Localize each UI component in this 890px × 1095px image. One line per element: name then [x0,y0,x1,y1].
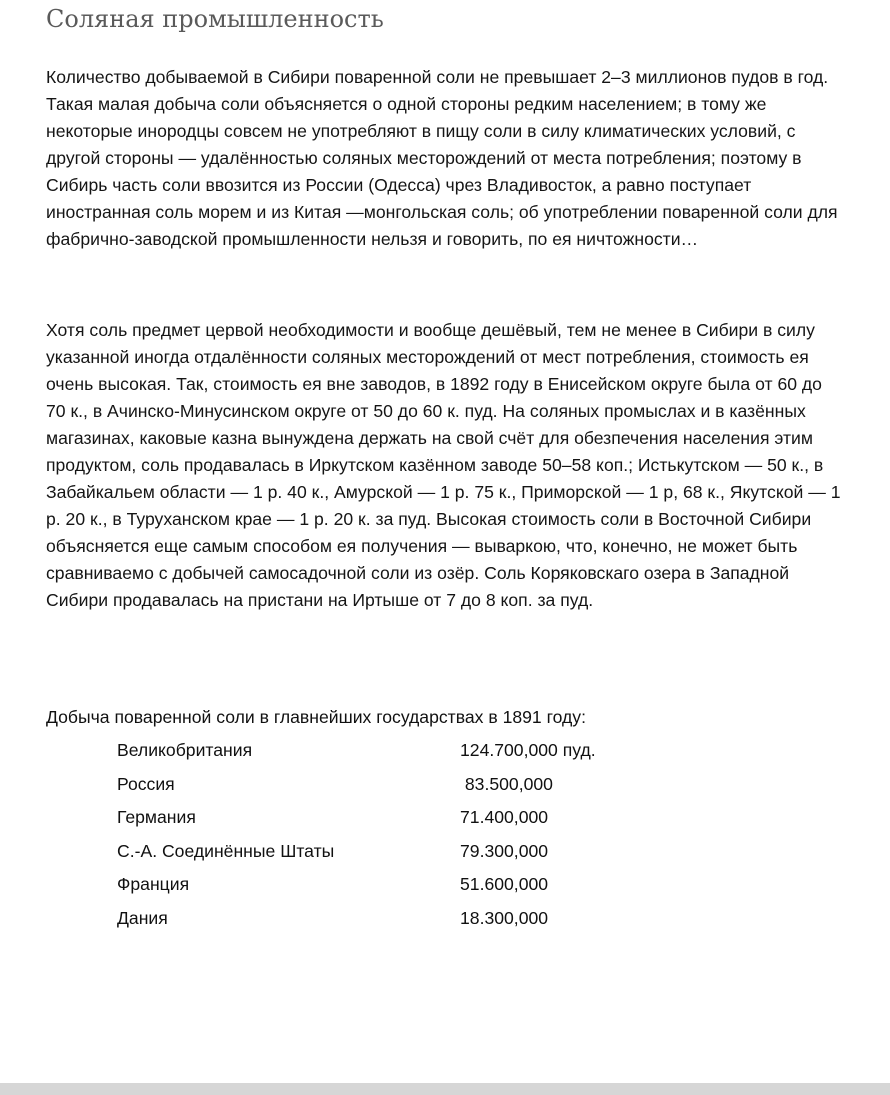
production-amount: 124.700,000 пуд. [460,740,596,760]
table-row [117,871,677,905]
country-name: Россия [117,773,175,794]
production-table-caption: Добыча поваренной соли в главнейших государствах в 1891 году: [46,707,586,727]
table-row [117,804,677,838]
country-name: Дания [117,907,168,928]
production-amount: 83.500,000 [460,773,553,794]
table-row [117,737,677,771]
page-title: Соляная промышленность [46,5,384,33]
production-table [117,737,677,938]
production-amount: 18.300,000 [460,907,549,928]
production-amount: 79.300,000 [460,840,549,861]
table-row [117,771,677,805]
page-bottom-bar [0,1083,890,1095]
paragraph-salt-prices: Хотя соль предмет цервой необходимости и вообще дешёвый, тем не менее в Сибири в силу указанной иногда отдалённости соляных месторождений от мест потребления, стоимость ея очень высокая. Так, стоимость ея вне заводов, в 1892 году в Енисейском округе была от 60 до 70 к., в Ачинско-Минусинском округе от 50 до 60 к. пуд. На соляных промыслах и в казённых магазинах, каковые казна вынуждена держать на свой счёт для обезпечения населения этим продуктом, соль продавалась в Иркутском казённом заводе 50–58 коп.; Истькутском — 50 к., в Забайкальем области — 1 р. 40 к., Амурской — 1 р. 75 к., Приморской — 1 р, 68 к., Якутской — 1 р. 20 к., в Туруханском крае — 1 р. 20 к. за пуд. Высокая стоимость соли в Восточной Сибири объясняется еще самым способом ея получения — вываркою, что, конечно, не может быть сравниваемо с добычей самосадочной соли из озёр. Соль Коряковскаго озера в Западной Сибири продавалась на пристани на Иртыше от 7 до 8 коп. за пуд. [46,320,841,610]
table-row [117,905,677,939]
country-name: Великобритания [117,740,253,760]
country-name: Франция [117,874,190,894]
production-amount: 71.400,000 [460,807,549,827]
paragraph-salt-extraction: Количество добываемой в Сибири поваренной соли не превышает 2–3 миллионов пудов в год. Такая малая добыча соли объясняется о одной стороны редким населением; в тому же некоторые инородцы совсем не употребляют в пищу соли в силу климатических условий, с другой стороны — удалённостью соляных месторождений от места потребления; поэтому в Сибирь часть соли ввозится из России (Одесса) чрез Владивосток, а равно поступает иностранная соль морем и из Китая —монгольская соль; об употреблении поваренной соли для фабрично-заводской промышленности нельзя и говорить, по ея ничтожности… [46,67,838,249]
production-amount: 51.600,000 [460,874,549,894]
table-row [117,838,677,872]
country-name: С.-А. Соединённые Штаты [117,840,335,861]
country-name: Германия [117,807,196,827]
